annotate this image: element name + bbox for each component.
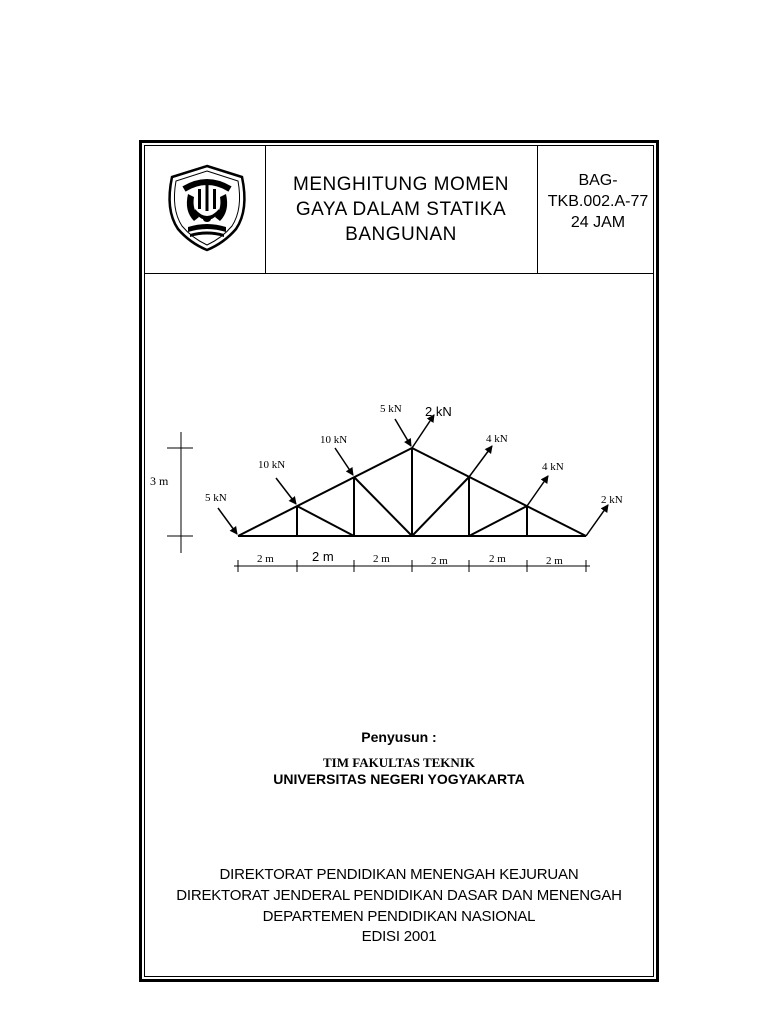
publisher-line: DEPARTEMEN PENDIDIKAN NASIONAL [262,908,536,925]
height-label: 3 m [150,474,169,488]
truss-members [238,448,586,536]
load-label: 4 kN [542,461,564,473]
authors-team: TIM FAKULTAS TEKNIK [323,755,475,770]
load-label: 10 kN [320,434,348,446]
load-label: 10 kN [258,459,286,471]
code-line: TKB.002.A-77 [547,193,649,210]
span-dimension [234,560,590,572]
title-line: BANGUNAN [345,224,457,245]
load-label: 4 kN [486,433,508,445]
title-line: GAYA DALAM STATIKA [295,199,507,220]
load-label: 2 kN [425,404,452,419]
span-label: 2 m [489,553,506,565]
truss-diagram [140,395,640,580]
code-line: BAG- [578,172,618,189]
authors-university: UNIVERSITAS NEGERI YOGYAKARTA [273,771,525,787]
load-label: 5 kN [380,403,402,415]
height-dimension [167,432,193,553]
title-line: MENGHITUNG MOMEN [293,174,509,195]
tut-wuri-handayani-logo-icon [162,163,252,253]
code-line: 24 JAM [570,214,626,231]
load-label: 5 kN [205,492,227,504]
span-label: 2 m [257,553,274,565]
module-code [538,170,658,233]
edition-label: EDISI 2001 [361,928,437,945]
header-divider [144,273,654,274]
span-label: 2 m [546,555,563,567]
publisher-line: DIREKTORAT PENDIDIKAN MENENGAH KEJURUAN [219,866,579,883]
span-label: 2 m [373,553,390,565]
document-title [266,172,536,247]
authors-label: Penyusun : [361,729,437,745]
span-label: 2 m [431,555,448,567]
load-label: 2 kN [601,494,623,506]
span-label: 2 m [312,549,334,564]
publisher-line: DIREKTORAT JENDERAL PENDIDIKAN DASAR DAN MENENGAH [176,887,622,904]
